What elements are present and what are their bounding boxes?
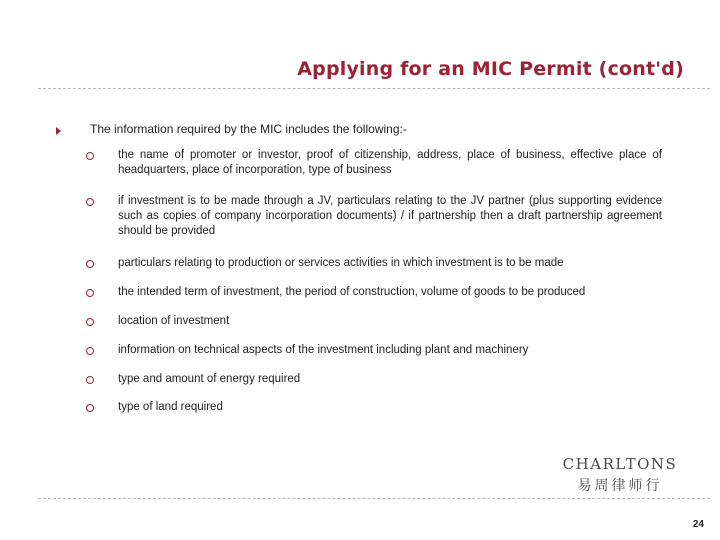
- list-item: [86, 256, 662, 271]
- list-item: [86, 194, 662, 239]
- page-number: 24: [692, 519, 704, 530]
- list-item: [86, 314, 662, 329]
- list-item-text: the name of promoter or investor, proof of citizenship, address, place of business, effective place of headquarters, place of incorporation, type of business: [118, 149, 662, 176]
- intro-text: The information required by the MIC includes the following:-: [90, 122, 407, 136]
- logo-english-name: CHARLTONS: [562, 455, 678, 473]
- top-divider: [38, 88, 710, 89]
- bottom-divider: [38, 498, 710, 499]
- circle-bullet-icon: [86, 152, 94, 160]
- list-item-text: the intended term of investment, the period of construction, volume of goods to be produced: [118, 286, 586, 298]
- list-item: [86, 343, 662, 358]
- list-item: [86, 400, 662, 415]
- list-item-text: type of land required: [118, 401, 223, 413]
- circle-bullet-icon: [86, 198, 94, 206]
- circle-bullet-icon: [86, 289, 94, 297]
- slide-title: Applying for an MIC Permit (cont'd): [297, 58, 684, 80]
- charltons-logo: [558, 455, 682, 495]
- list-item-text: information on technical aspects of the investment including plant and machinery: [118, 344, 529, 356]
- circle-bullet-icon: [86, 376, 94, 384]
- list-item: [86, 148, 662, 178]
- circle-bullet-icon: [86, 347, 94, 355]
- circle-bullet-icon: [86, 318, 94, 326]
- list-item-text: location of investment: [118, 315, 230, 327]
- circle-bullet-icon: [86, 404, 94, 412]
- list-item-text: type and amount of energy required: [118, 373, 301, 385]
- triangle-bullet-icon: [56, 127, 61, 135]
- list-item-text: particulars relating to production or services activities in which investment is to be made: [118, 257, 564, 269]
- logo-chinese-name: 易周律师行: [577, 478, 663, 494]
- list-item: [86, 372, 662, 387]
- list-item: [86, 285, 662, 300]
- circle-bullet-icon: [86, 260, 94, 268]
- list-item-text: if investment is to be made through a JV, particulars relating to the JV partner (plus supporting evidence such as copies of company incorporation documents) / if partnership then a draft partnership agreement should be provided: [118, 195, 662, 237]
